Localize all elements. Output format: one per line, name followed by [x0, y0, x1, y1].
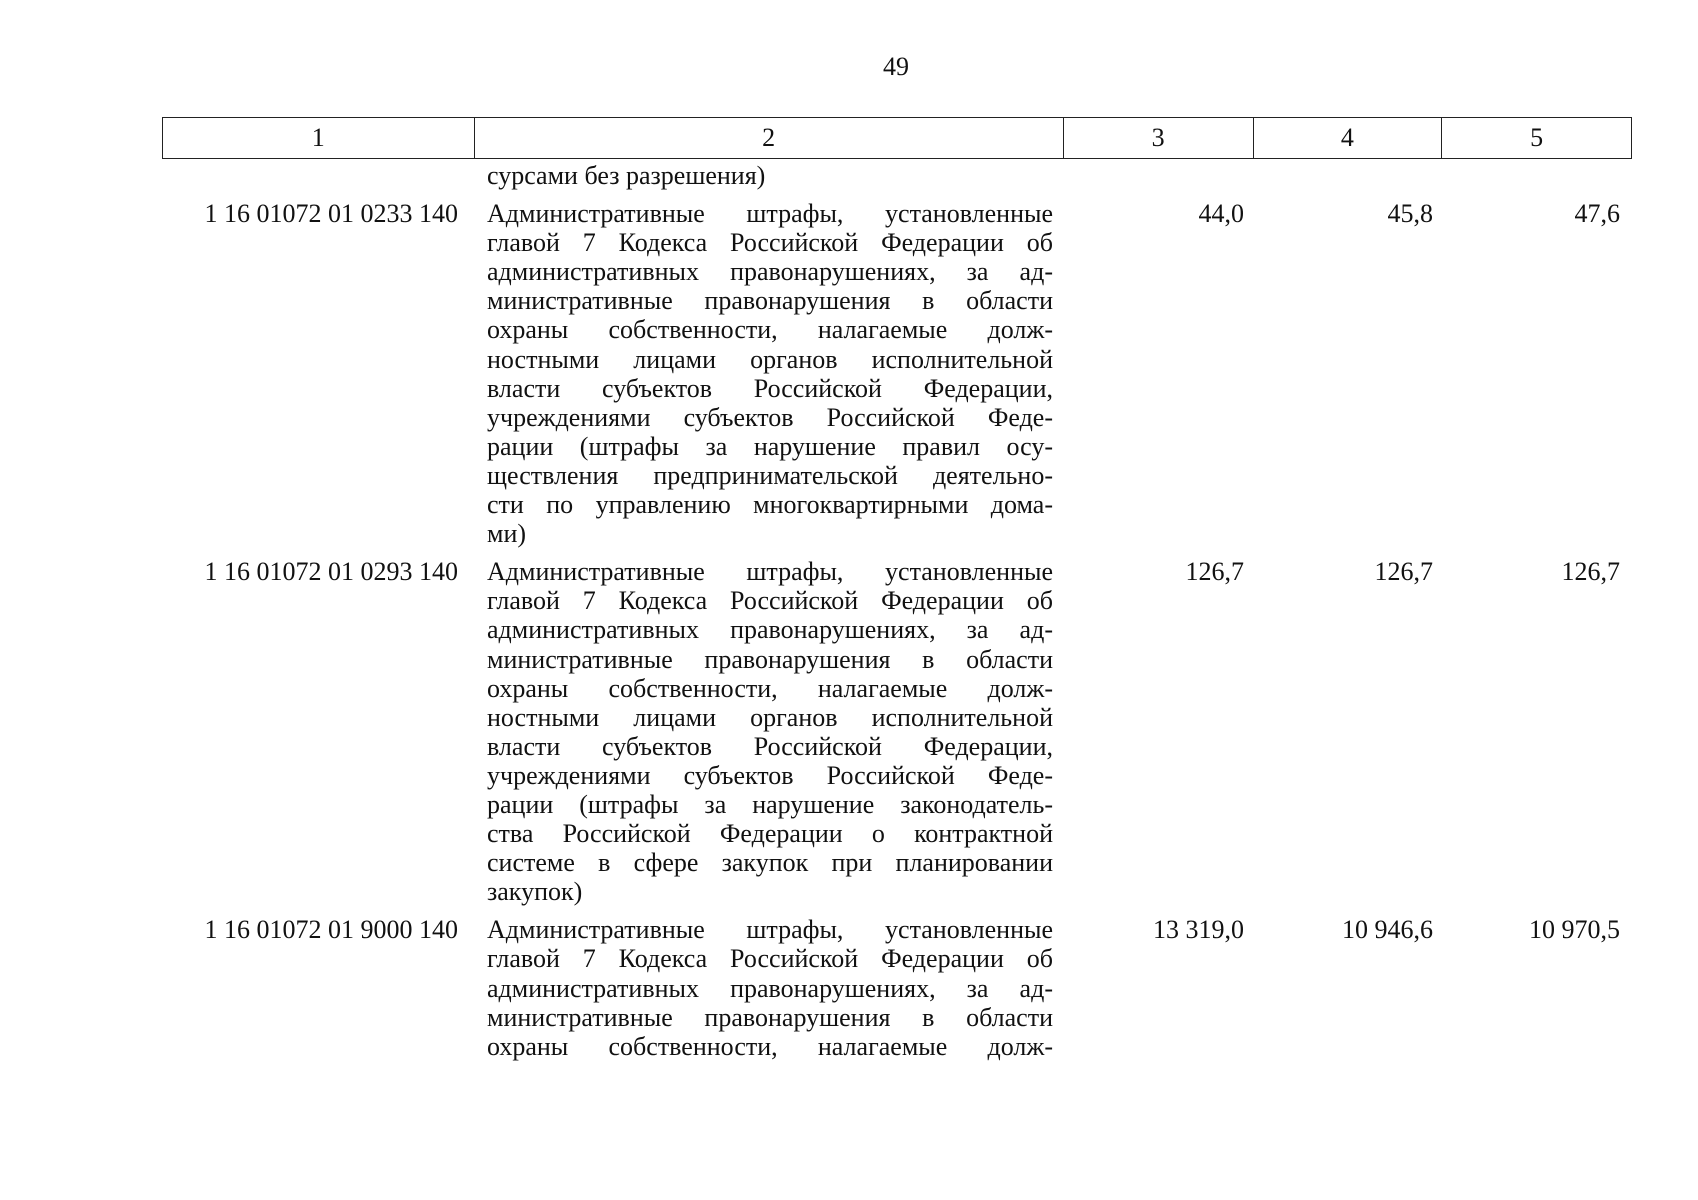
description-line: охраны собственности, налагаемые долж-	[487, 673, 1053, 703]
row-value-5: 10 970,5	[1529, 915, 1620, 945]
row-value-4: 126,7	[1374, 557, 1433, 587]
row-value-4	[1254, 161, 1443, 190]
description-line: рации (штрафы за нарушение законодатель-	[487, 789, 1053, 819]
description-line: власти субъектов Российской Федерации,	[487, 731, 1053, 761]
column-header-1: 1	[163, 118, 475, 158]
description-line: власти субъектов Российской Федерации,	[487, 373, 1053, 403]
description-line: охраны собственности, налагаемые долж-	[487, 1031, 1053, 1061]
table-row	[162, 199, 1632, 548]
row-description	[474, 915, 1064, 1060]
table-row-continuation	[162, 161, 1632, 190]
description-line: Административные штрафы, установленные	[487, 557, 1053, 587]
description-line: сурсами без разрешения)	[487, 161, 766, 190]
description-line: главой 7 Кодекса Российской Федерации об	[487, 228, 1053, 258]
description-line: закупок)	[487, 877, 583, 907]
description-line: главой 7 Кодекса Российской Федерации об	[487, 944, 1053, 974]
row-value-3: 126,7	[1185, 557, 1244, 587]
column-header-3: 3	[1064, 118, 1254, 158]
description-line: административных правонарушениях, за ад-	[487, 973, 1053, 1003]
row-code: 1 16 01072 01 0293 140	[204, 557, 458, 587]
row-value-4: 45,8	[1387, 199, 1433, 229]
description-line: административных правонарушениях, за ад-	[487, 257, 1053, 287]
description-line: охраны собственности, налагаемые долж-	[487, 315, 1053, 345]
row-description	[474, 557, 1064, 906]
description-line: рации (штрафы за нарушение правил осу-	[487, 431, 1053, 461]
row-value-3: 13 319,0	[1153, 915, 1244, 945]
description-line: Административные штрафы, установленные	[487, 915, 1053, 945]
description-line: министративные правонарушения в области	[487, 286, 1053, 316]
table-row	[162, 915, 1632, 1060]
row-value-5: 47,6	[1574, 199, 1620, 229]
description-line: сти по управлению многоквартирными дома-	[487, 490, 1053, 520]
row-value-5: 126,7	[1561, 557, 1620, 587]
row-value-3: 44,0	[1198, 199, 1244, 229]
description-line: министративные правонарушения в области	[487, 644, 1053, 674]
description-line: учреждениями субъектов Российской Феде-	[487, 402, 1053, 432]
description-line: административных правонарушениях, за ад-	[487, 615, 1053, 645]
description-line: ностными лицами органов исполнительной	[487, 702, 1053, 732]
row-description	[474, 199, 1064, 548]
row-code: 1 16 01072 01 9000 140	[204, 915, 458, 945]
row-code: 1 16 01072 01 0233 140	[204, 199, 458, 229]
description-line: Административные штрафы, установленные	[487, 199, 1053, 229]
table-row	[162, 557, 1632, 906]
description-line: ства Российской Федерации о контрактной	[487, 819, 1053, 849]
page-number: 49	[883, 52, 909, 81]
description-line: системе в сфере закупок при планировании	[487, 848, 1053, 878]
table-column-header	[162, 117, 1632, 159]
description-line: учреждениями субъектов Российской Феде-	[487, 760, 1053, 790]
column-header-2: 2	[475, 118, 1064, 158]
row-value-5	[1443, 161, 1632, 190]
description-line: ществления предпринимательской деятельно-	[487, 460, 1053, 490]
row-value-4: 10 946,6	[1342, 915, 1433, 945]
row-description	[474, 161, 1064, 190]
column-header-5: 5	[1530, 123, 1544, 152]
description-line: ностными лицами органов исполнительной	[487, 344, 1053, 374]
description-line: министративные правонарушения в области	[487, 1002, 1053, 1032]
row-value-3	[1064, 161, 1254, 190]
row-code	[162, 161, 474, 190]
description-line: ми)	[487, 519, 527, 549]
column-header-4: 4	[1254, 118, 1443, 158]
table-body	[162, 161, 1632, 1061]
description-line: главой 7 Кодекса Российской Федерации об	[487, 586, 1053, 616]
